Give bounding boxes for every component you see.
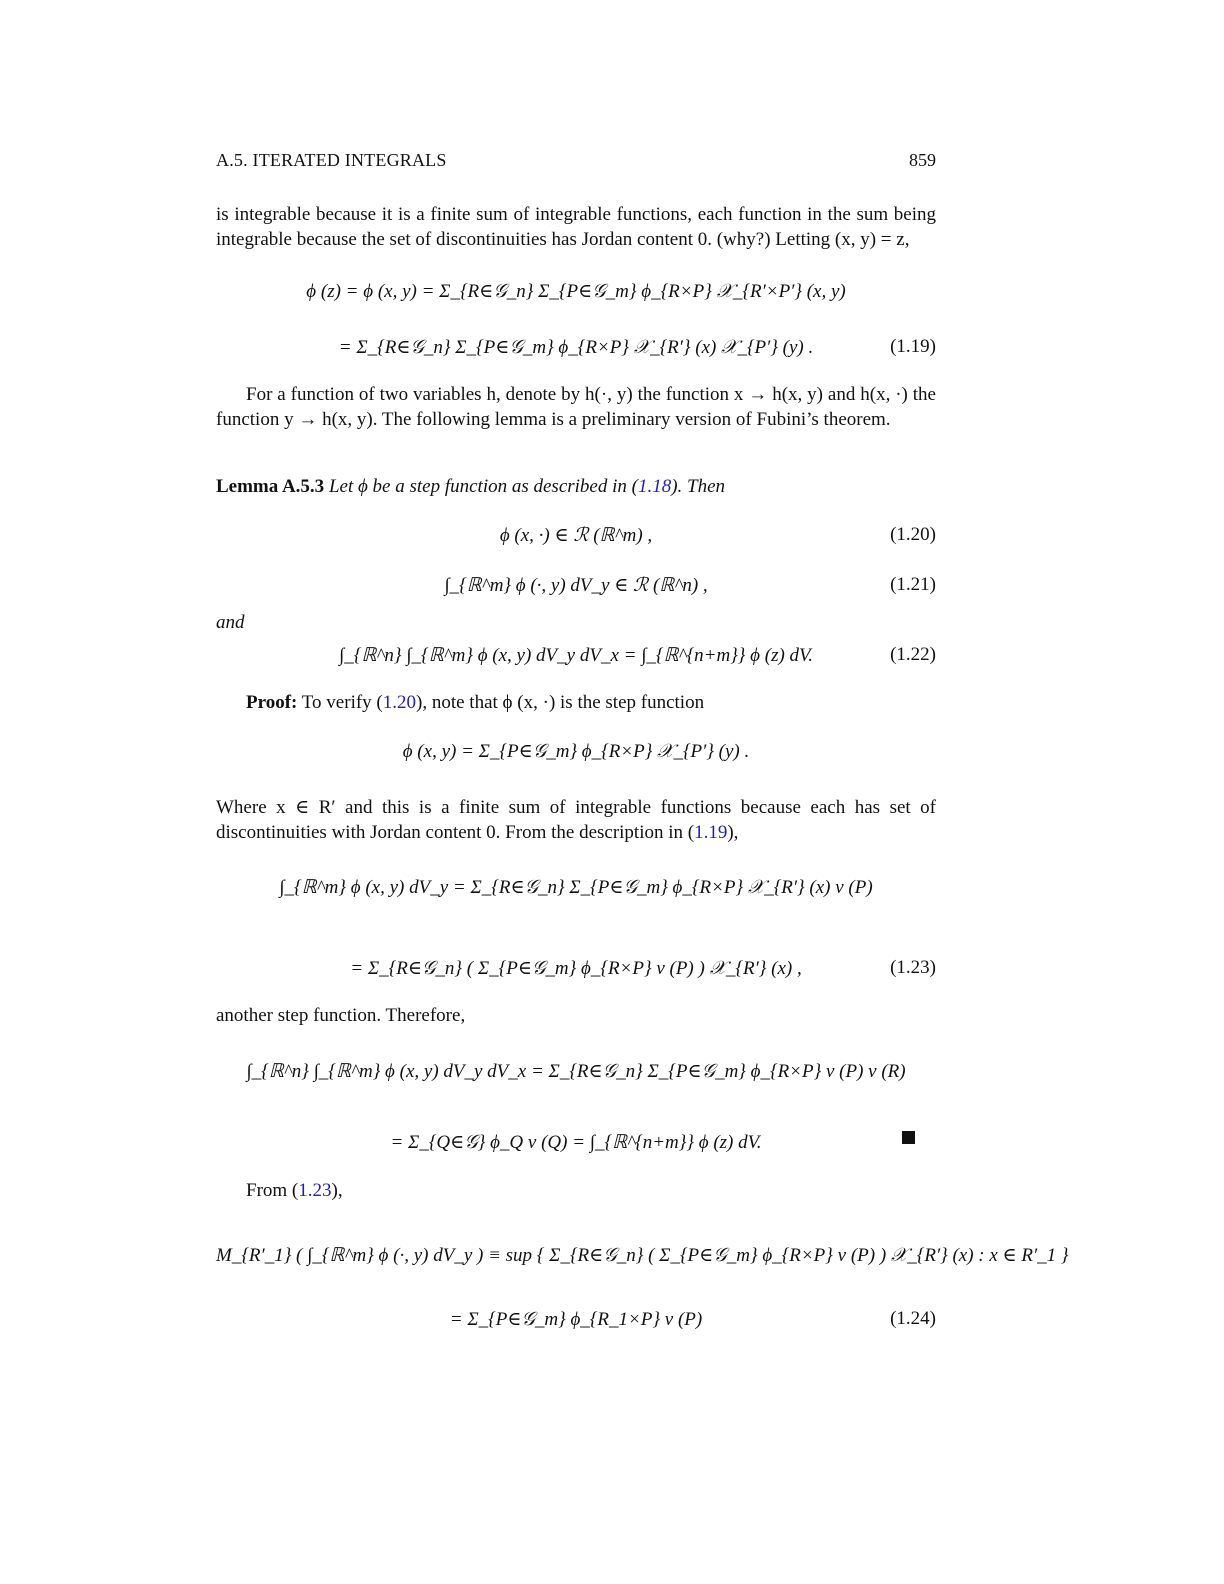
ref-link-1-19[interactable]: 1.19 [694,821,728,843]
equation-integral-a [216,870,936,904]
equation-1-19 [216,330,936,364]
ref-link-1-18[interactable]: 1.18 [637,476,672,497]
equation-double-integral-a [216,1054,936,1088]
equation-body: ∫_{ℝ^n} ∫_{ℝ^m} ϕ (x, y) dV_y dV_x = ∫_{ℝ^{n+m}} ϕ (z) dV. [339,645,813,666]
equation-step-function [216,734,936,768]
equation-body: = Σ_{R∈𝒢_n} ( Σ_{P∈𝒢_m} ϕ_{R×P} v (P) ) 𝒳_{R′} (x) , [350,958,802,979]
equation-number: (1.20) [890,524,936,545]
page-number: 859 [909,150,936,170]
equation-body: = Σ_{P∈𝒢_m} ϕ_{R_1×P} v (P) [449,1309,703,1330]
paragraph-from-text: From ( [246,1180,299,1201]
equation-1-20 [216,518,936,552]
paragraph-from-end: ), [331,1180,343,1201]
equation-1-24 [216,1302,936,1336]
paragraph-intro: is integrable because it is a finite sum of integrable functions, each function in the sum being integrable because the set of discontinuities has Jordan content 0. (why?) Letting (x, y) = z, [216,204,936,250]
paragraph-another-step: another step function. Therefore, [216,1005,466,1026]
equation-number: (1.22) [890,644,936,665]
proof-text-end: ), note that ϕ (x, ·) is the step function [416,692,705,713]
proof-label: Proof: [246,692,298,713]
proof-intro [216,691,936,716]
equation-body: = Σ_{R∈𝒢_n} Σ_{P∈𝒢_m} ϕ_{R×P} 𝒳_{R′} (x) 𝒳_{P′} (y) . [338,337,814,358]
paragraph-from-1-23 [216,1179,936,1204]
equation-1-23 [216,951,936,985]
paragraph-where-end: ), [727,821,739,843]
equation-phi-z [216,274,936,308]
lemma-text-end: ). Then [671,476,726,497]
ref-link-1-23[interactable]: 1.23 [298,1180,332,1201]
equation-1-21 [216,568,936,602]
lemma-text: Let ϕ be a step function as described in ( [328,476,638,497]
equation-body: M_{R′_1} ( ∫_{ℝ^m} ϕ (·, y) dV_y ) ≡ sup { Σ_{R∈𝒢_n} ( Σ_{P∈𝒢_m} ϕ_{R×P} v (P) ) 𝒳_{R′} (x) : x ∈ R′_1 } [216,1245,1069,1266]
qed-square-icon [902,1131,915,1144]
lemma-statement [216,475,936,500]
equation-body: = Σ_{Q∈𝒢} ϕ_Q v (Q) = ∫_{ℝ^{n+m}} ϕ (z) dV. [390,1132,762,1153]
paragraph-where [216,796,936,845]
equation-body: ∫_{ℝ^m} ϕ (·, y) dV_y ∈ ℛ (ℝ^n) , [444,575,708,596]
equation-number: (1.23) [890,957,936,978]
equation-body: ϕ (z) = ϕ (x, y) = Σ_{R∈𝒢_n} Σ_{P∈𝒢_m} ϕ_{R×P} 𝒳_{R′×P′} (x, y) [306,281,846,302]
equation-double-integral-b [216,1125,936,1159]
equation-body: ϕ (x, ·) ∈ ℛ (ℝ^m) , [499,525,653,546]
paragraph-where-text: Where x ∈ R′ and this is a finite sum of integrable functions because each has set of discontinuities with Jordan content 0. From the description in ( [216,797,936,843]
equation-number: (1.24) [890,1308,936,1329]
paragraph-two-variables: For a function of two variables h, denote by h(·, y) the function x → h(x, y) and h(x, ·) the function y → h(x, y). The following lemma is a preliminary version of Fubini’s theorem. [216,384,936,430]
equation-body: ∫_{ℝ^m} ϕ (x, y) dV_y = Σ_{R∈𝒢_n} Σ_{P∈𝒢_m} ϕ_{R×P} 𝒳_{R′} (x) v (P) [279,877,873,898]
running-header [216,150,936,174]
equation-1-22 [216,612,936,672]
ref-link-1-20[interactable]: 1.20 [382,692,417,713]
equation-M-sup [216,1238,1069,1272]
equation-number: (1.19) [890,336,936,357]
equation-body: ∫_{ℝ^n} ∫_{ℝ^m} ϕ (x, y) dV_y dV_x = Σ_{R∈𝒢_n} Σ_{P∈𝒢_m} ϕ_{R×P} v (P) v (R) [246,1061,906,1082]
proof-text: To verify ( [301,692,383,713]
section-title: A.5. ITERATED INTEGRALS [216,150,447,170]
and-label: and [216,612,245,633]
equation-number: (1.21) [890,574,936,595]
lemma-label: Lemma A.5.3 [216,476,325,497]
equation-body: ϕ (x, y) = Σ_{P∈𝒢_m} ϕ_{R×P} 𝒳_{P′} (y) . [402,741,750,762]
